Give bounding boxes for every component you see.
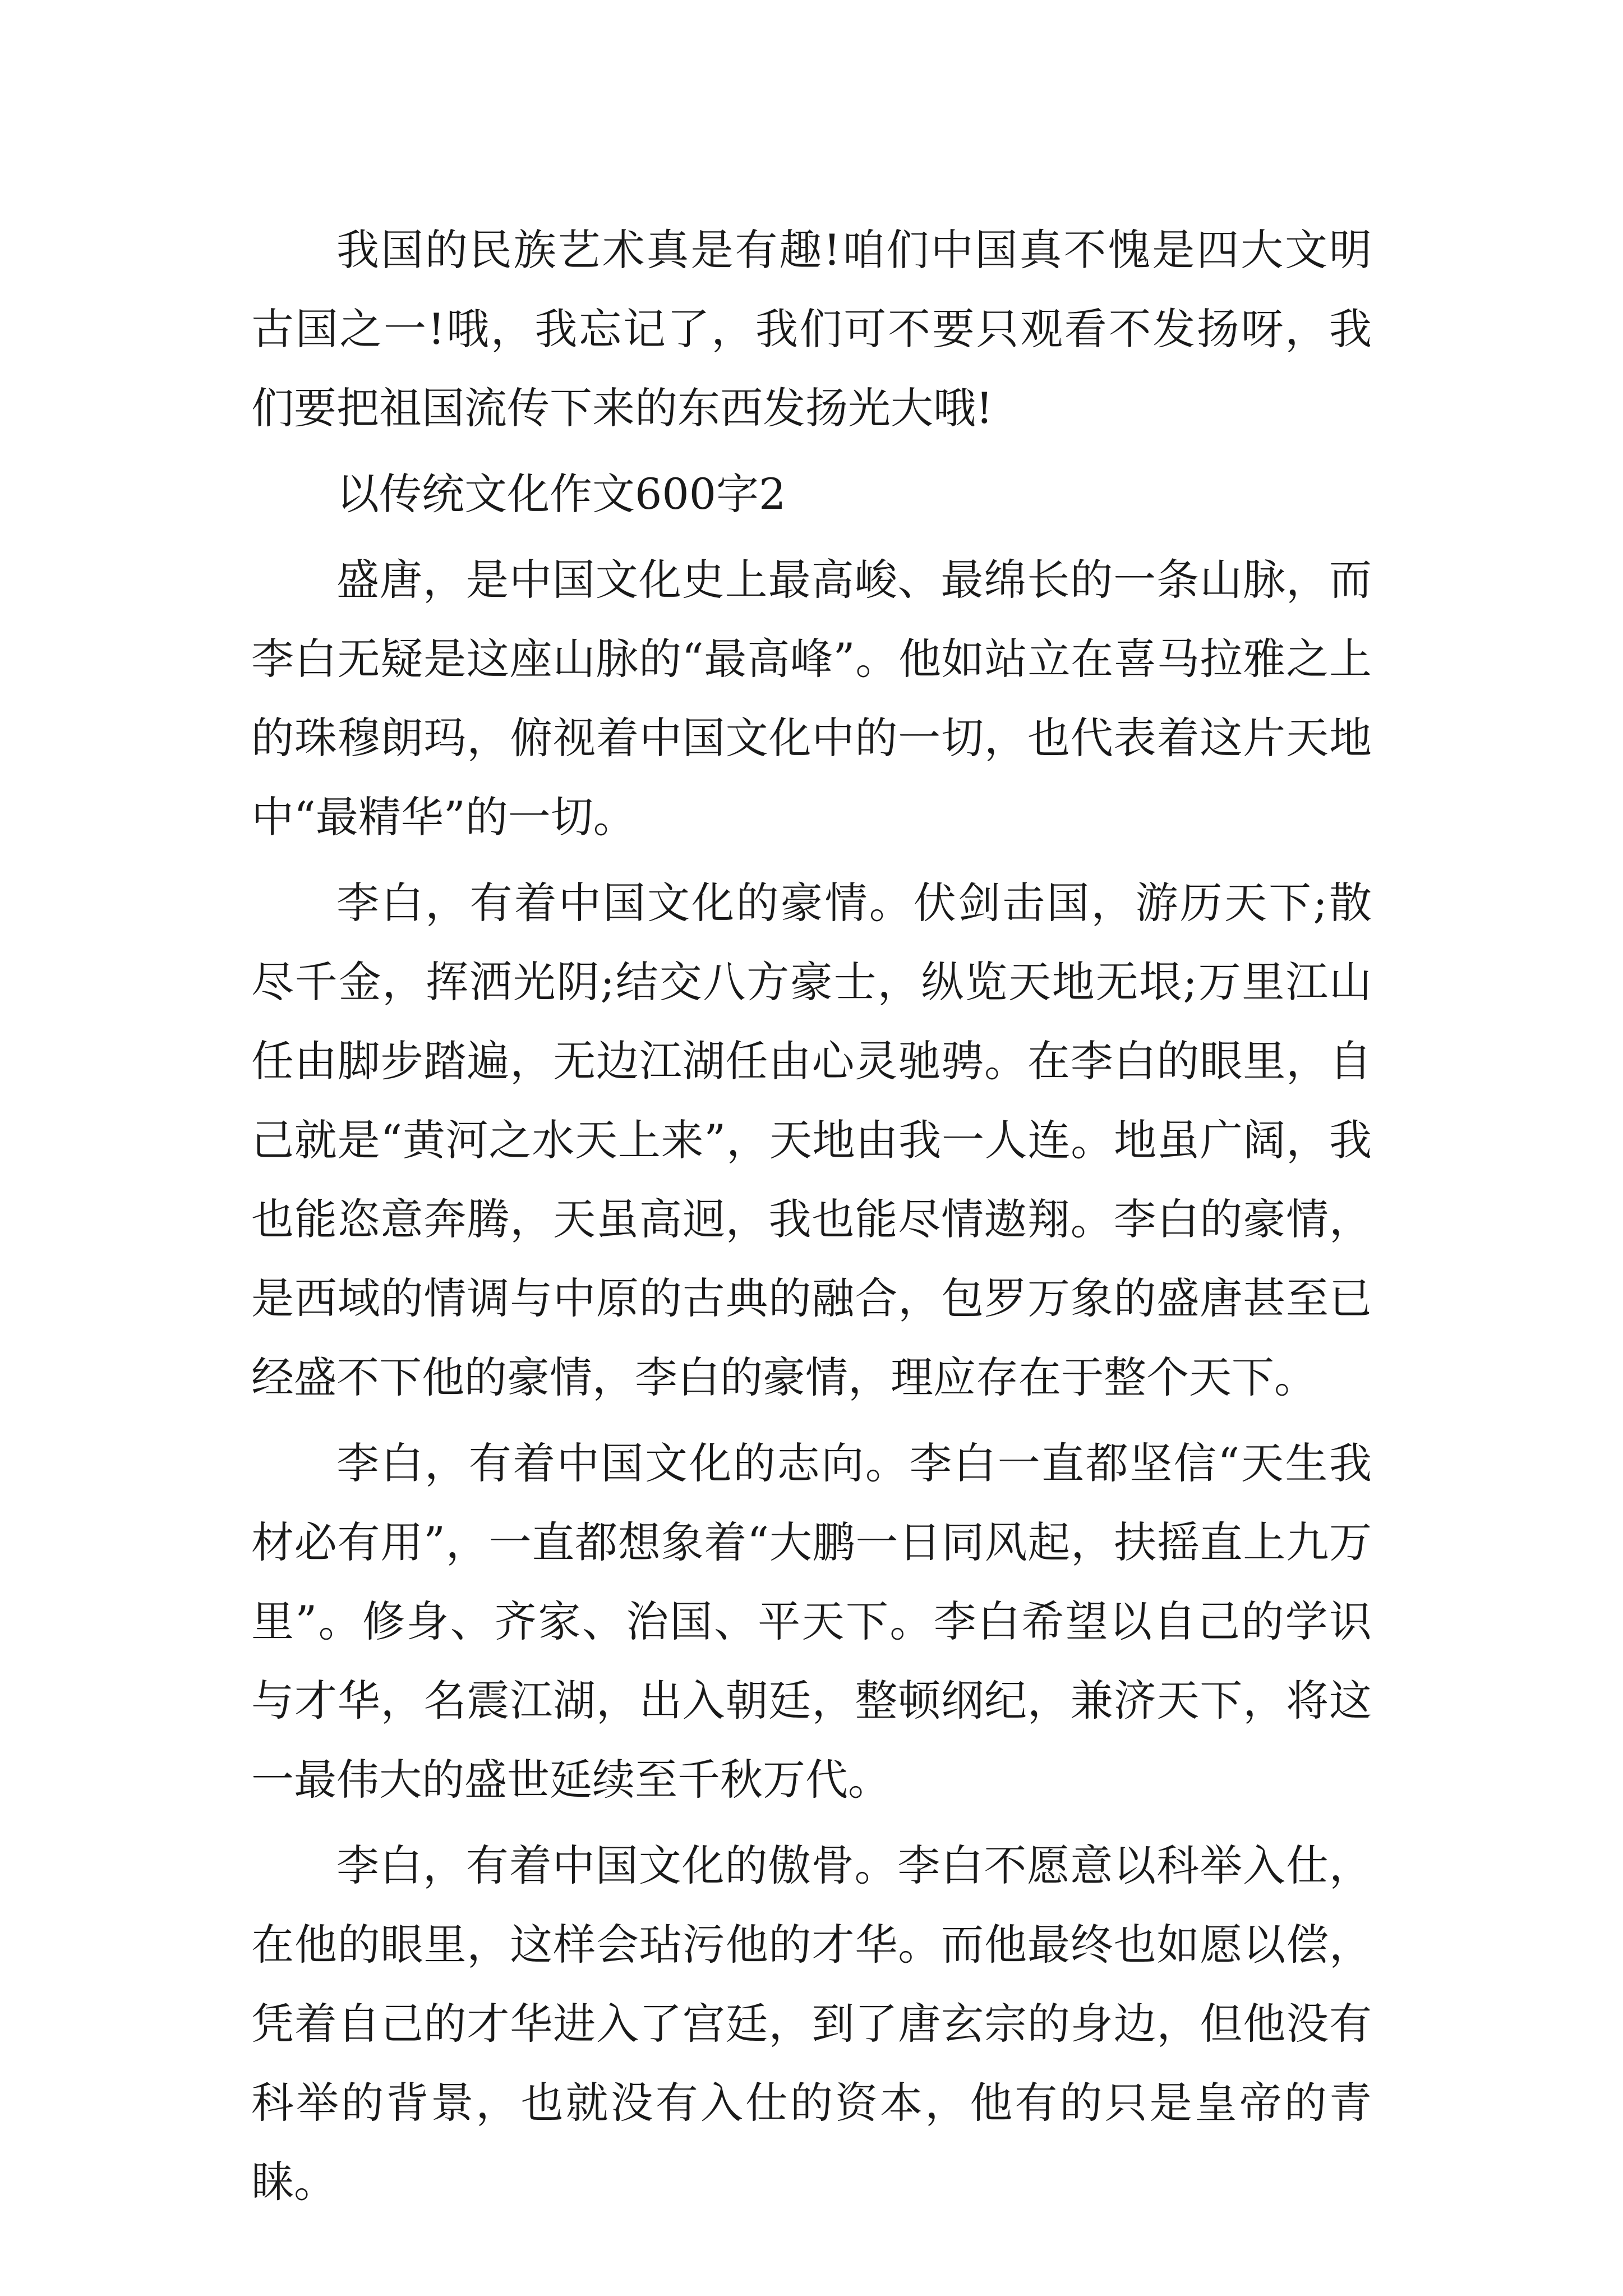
essay-body	[251, 210, 1372, 2221]
paragraph-passion: 李白，有着中国文化的豪情。伏剑击国，游历天下;散尽千金，挥洒光阴;结交八方豪士，纵览天地无垠;万里江山任由脚步踏遍，无边江湖任由心灵驰骋。在李白的眼里，自己就是“黄河之水天上来”，天地由我一人连。地虽广阔，我也能恣意奔腾，天虽高迥，我也能尽情遨翔。李白的豪情，是西域的情调与中原的古典的融合，包罗万象的盛唐甚至已经盛不下他的豪情，李白的豪情，理应存在于整个天下。	[251, 878, 1372, 1402]
paragraph-ambition: 李白，有着中国文化的志向。李白一直都坚信“天生我材必有用”，一直都想象着“大鹏一日同风起，扶摇直上九万里”。修身、齐家、治国、平天下。李白希望以自己的学识与才华，名震江湖，出入朝廷，整顿纲纪，兼济天下，将这一最伟大的盛世延续至千秋万代。	[251, 1438, 1372, 1805]
paragraph-intro: 盛唐，是中国文化史上最高峻、最绵长的一条山脉，而李白无疑是这座山脉的“最高峰”。他如站立在喜马拉雅之上的珠穆朗玛，俯视着中国文化中的一切，也代表着这片天地中“最精华”的一切。	[251, 555, 1372, 842]
paragraph-pride: 李白，有着中国文化的傲骨。李白不愿意以科举入仕，在他的眼里，这样会玷污他的才华。而他最终也如愿以偿，凭着自己的才华进入了宫廷，到了唐玄宗的身边，但他没有科举的背景，也就没有入仕的资本，他有的只是皇帝的青睐。	[251, 1841, 1372, 2207]
paragraph-conclusion: 我国的民族艺术真是有趣!咱们中国真不愧是四大文明古国之一!哦，我忘记了，我们可不要只观看不发扬呀，我们要把祖国流传下来的东西发扬光大哦!	[251, 225, 1372, 433]
essay-heading: 以传统文化作文600字2	[336, 469, 786, 519]
